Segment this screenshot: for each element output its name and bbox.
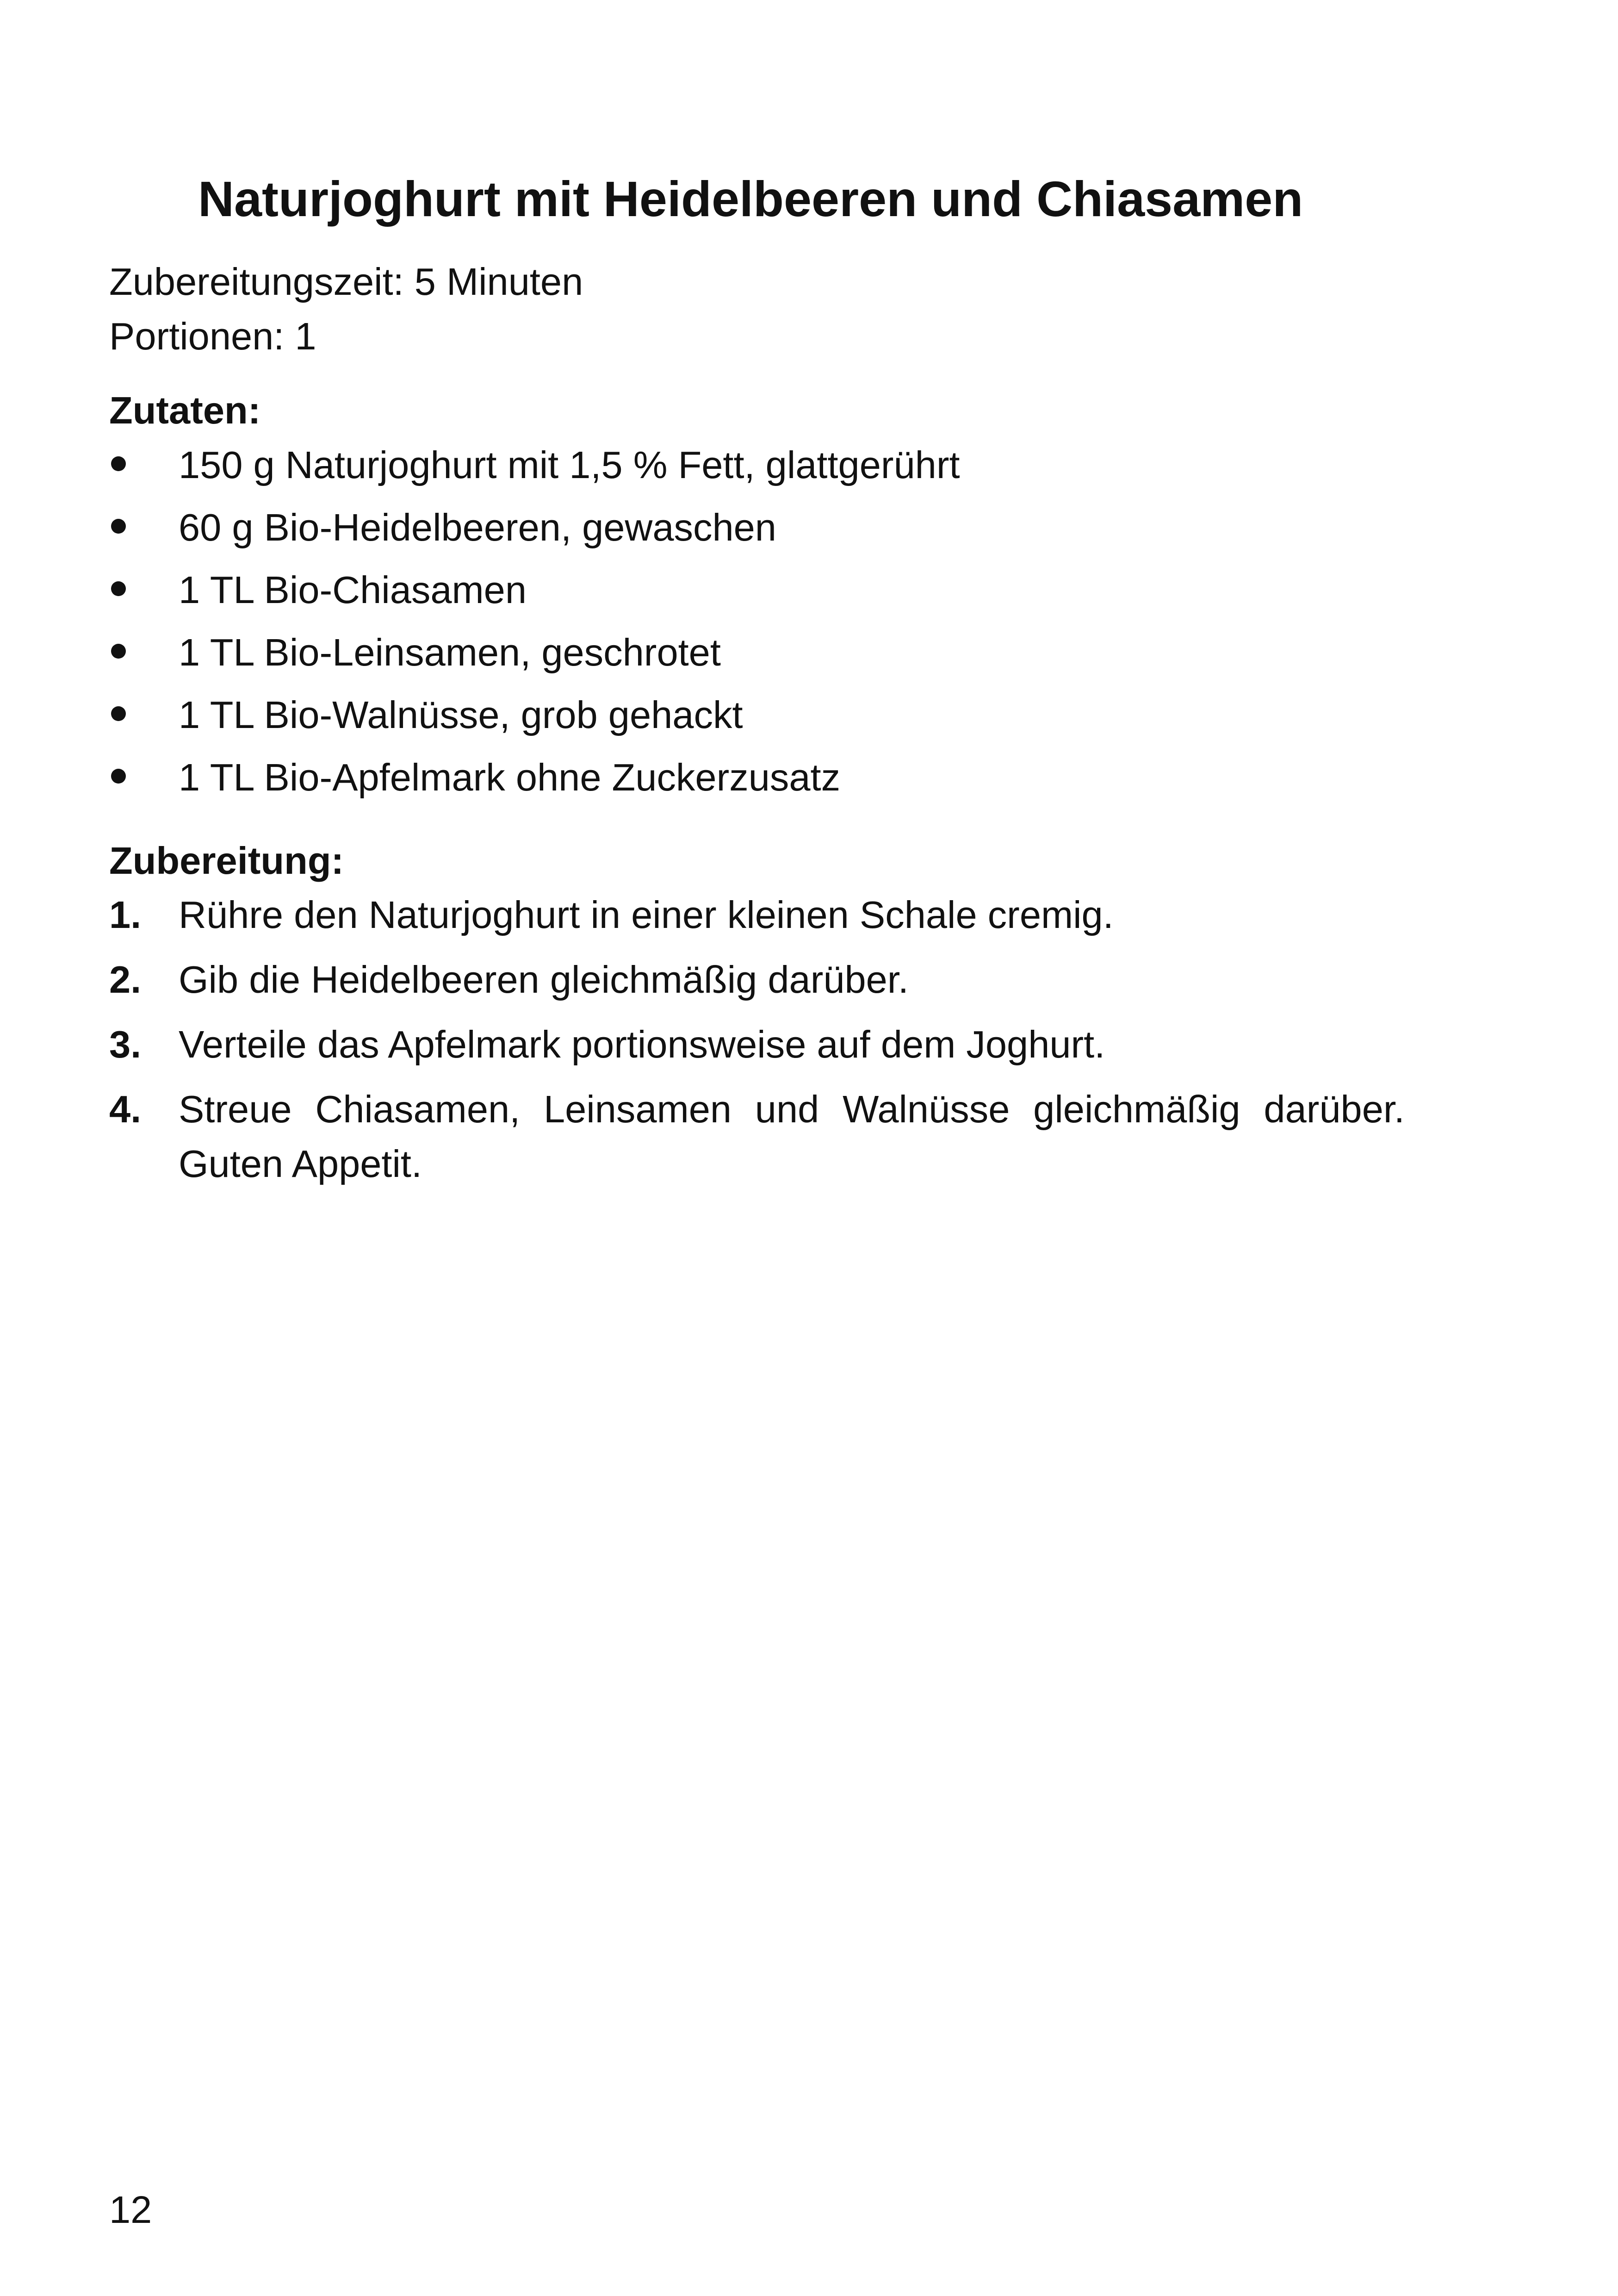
preparation-heading: Zubereitung: (109, 839, 344, 882)
step-item (109, 1082, 1405, 1191)
step-text: Verteile das Apfelmark portionsweise auf dem Joghurt. (179, 1023, 1105, 1066)
bullet-icon (111, 581, 126, 596)
ingredient-item (109, 752, 1405, 815)
step-number: 2. (109, 958, 142, 1001)
ingredient-item (109, 690, 1405, 752)
ingredient-item (109, 627, 1405, 690)
bullet-icon (111, 769, 126, 784)
step-text: Gib die Heidelbeeren gleichmäßig darüber. (179, 958, 909, 1001)
ingredient-item (109, 440, 1405, 502)
step-number: 1. (109, 893, 142, 936)
page-number: 12 (109, 2188, 152, 2231)
ingredient-item (109, 502, 1405, 565)
bullet-icon (111, 644, 126, 659)
step-text: Rühre den Naturjoghurt in einer kleinen Schale cremig. (179, 893, 1114, 936)
recipe-title: Naturjoghurt mit Heidelbeeren und Chiasamen (198, 171, 1303, 227)
step-item (109, 888, 1405, 942)
ingredient-item (109, 565, 1405, 627)
ingredient-text: 150 g Naturjoghurt mit 1,5 % Fett, glattgerührt (179, 443, 960, 486)
ingredients-list (109, 440, 1405, 815)
step-text: Streue Chiasamen, Leinsamen und Walnüsse gleichmäßig darüber. Guten Appetit. (179, 1088, 1405, 1185)
ingredient-text: 1 TL Bio-Walnüsse, grob gehackt (179, 693, 743, 736)
ingredient-text: 1 TL Bio-Chiasamen (179, 568, 527, 611)
ingredient-text: 1 TL Bio-Leinsamen, geschrotet (179, 631, 721, 674)
step-item (109, 952, 1405, 1007)
servings: Portionen: 1 (109, 315, 316, 358)
step-item (109, 1017, 1405, 1072)
prep-time: Zubereitungszeit: 5 Minuten (109, 260, 583, 303)
step-number: 4. (109, 1088, 142, 1131)
step-number: 3. (109, 1023, 142, 1066)
bullet-icon (111, 519, 126, 534)
preparation-steps (109, 888, 1405, 1201)
bullet-icon (111, 456, 126, 471)
ingredient-text: 1 TL Bio-Apfelmark ohne Zuckerzusatz (179, 756, 841, 799)
ingredients-heading: Zutaten: (109, 389, 261, 432)
bullet-icon (111, 706, 126, 721)
recipe-meta (109, 255, 583, 364)
ingredient-text: 60 g Bio-Heidelbeeren, gewaschen (179, 506, 776, 549)
